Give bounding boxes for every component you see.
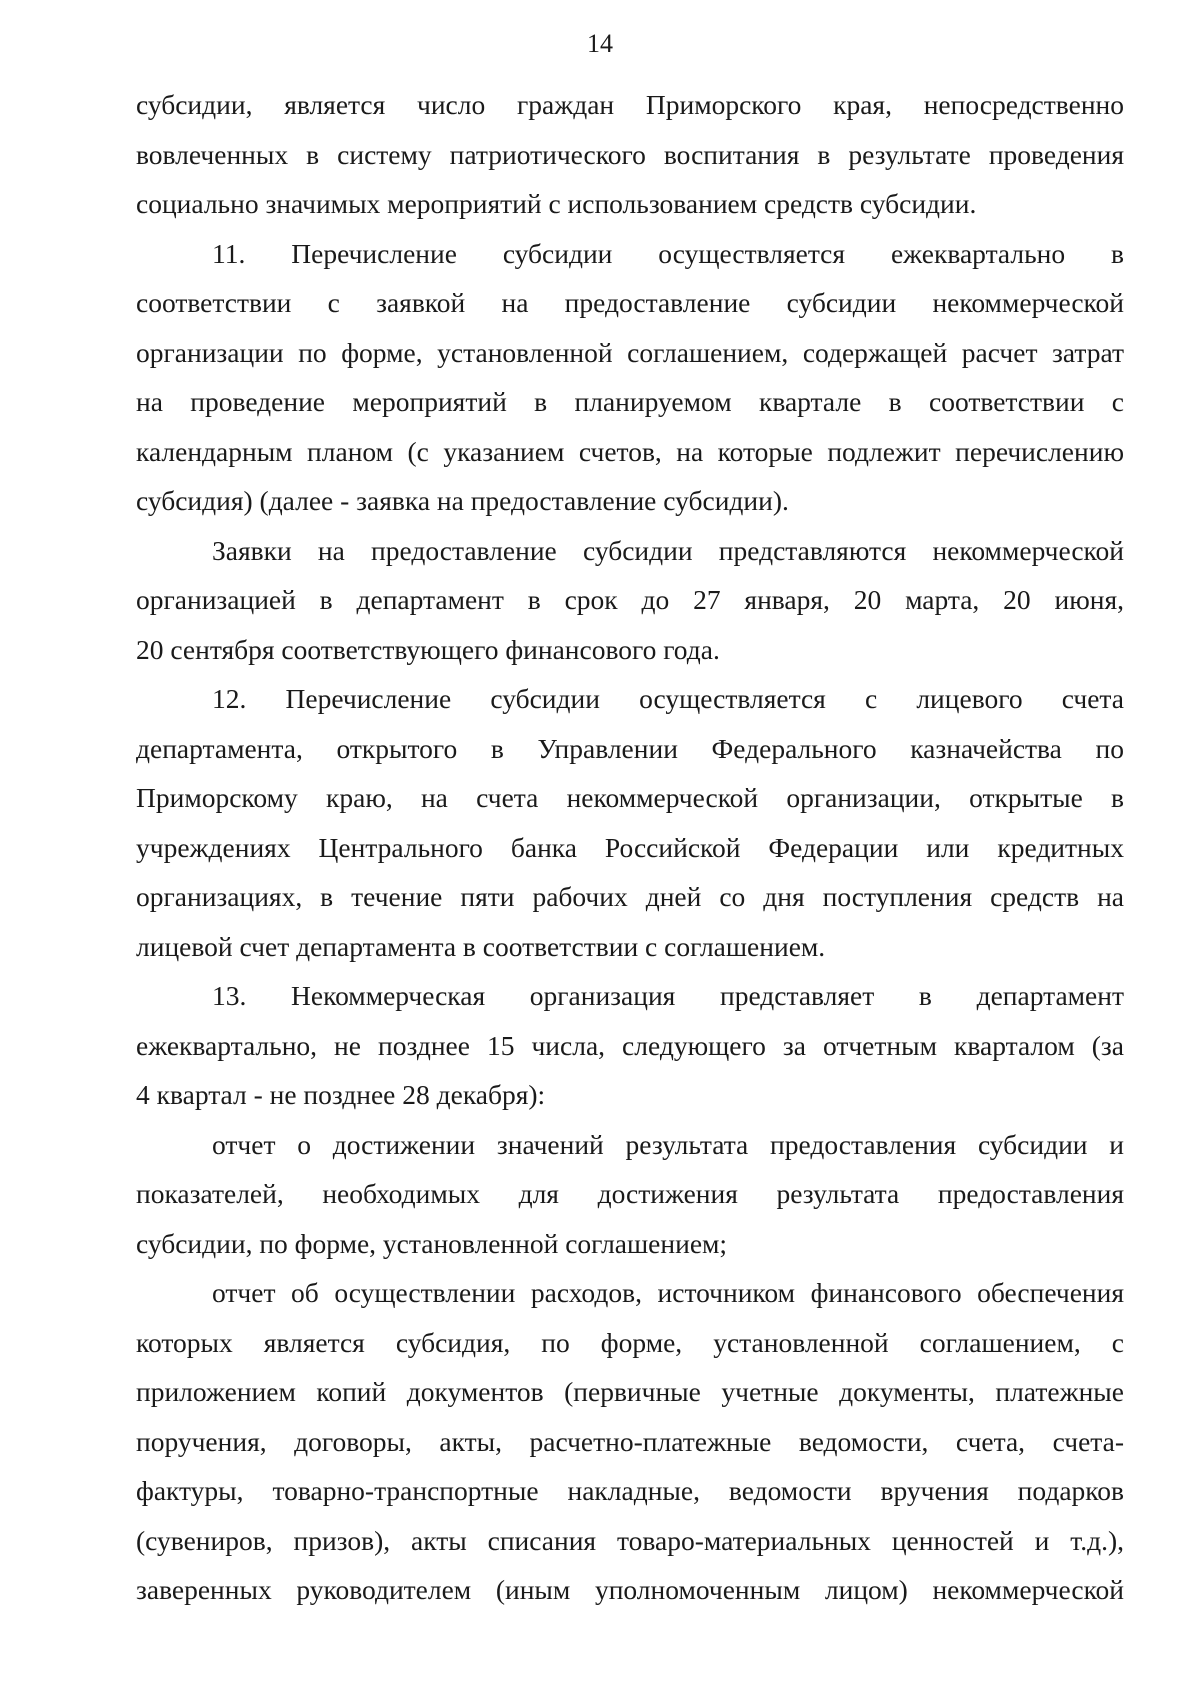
text-line: субсидия) (далее - заявка на предоставление субсидии). — [136, 485, 789, 516]
text-line: Заявки на предоставление субсидии представляются некоммерческой — [212, 534, 1124, 566]
paragraph-item-11 — [136, 229, 1124, 526]
text-line: показателей, необходимых для достижения результата предоставления — [136, 1178, 1124, 1209]
text-line: (сувениров, призов), акты списания товаро-материальных ценностей и т.д.), — [136, 1524, 1124, 1556]
text-line: субсидии, является число граждан Приморского края, непосредственно — [136, 89, 1124, 120]
text-line: поручения, договоры, акты, расчетно-платежные ведомости, счета, счета- — [136, 1425, 1124, 1457]
text-line: отчет об осуществлении расходов, источником финансового обеспечения — [212, 1277, 1124, 1308]
paragraph-applications-deadlines — [136, 526, 1124, 675]
text-line: социально значимых мероприятий с использованием средств субсидии. — [136, 188, 977, 219]
text-line: приложением копий документов (первичные учетные документы, платежные — [136, 1376, 1124, 1407]
paragraph-item-12 — [136, 674, 1124, 971]
paragraph-report-results — [136, 1120, 1124, 1269]
text-line: организации по форме, установленной соглашением, содержащей расчет затрат — [136, 336, 1124, 368]
text-line: департамента, открытого в Управлении Федерального казначейства по — [136, 732, 1124, 764]
text-line: на проведение мероприятий в планируемом квартале в соответствии с — [136, 386, 1124, 417]
text-line: которых является субсидия, по форме, установленной соглашением, с — [136, 1326, 1124, 1358]
paragraph-report-expenses — [136, 1268, 1124, 1615]
text-line: соответствии с заявкой на предоставление субсидии некоммерческой — [136, 287, 1124, 318]
text-line: организацией в департамент в срок до 27 января, 20 марта, 20 июня, — [136, 584, 1124, 615]
text-line: фактуры, товарно-транспортные накладные, ведомости вручения подарков — [136, 1475, 1124, 1506]
text-line: 20 сентября соответствующего финансового года. — [136, 633, 720, 665]
page-number: 14 — [587, 29, 613, 58]
text-line: 12. Перечисление субсидии осуществляется с лицевого счета — [212, 683, 1124, 714]
document-body — [136, 80, 1124, 1615]
text-line: календарным планом (с указанием счетов, на которые подлежит перечислению — [136, 435, 1124, 467]
text-line: лицевой счет департамента в соответствии с соглашением. — [136, 930, 826, 962]
paragraph-item-13 — [136, 971, 1124, 1120]
text-line: учреждениях Центрального банка Российской Федерации или кредитных — [136, 831, 1124, 863]
text-line: 11. Перечисление субсидии осуществляется ежеквартально в — [212, 237, 1124, 269]
text-line: субсидии, по форме, установленной соглашением; — [136, 1227, 728, 1259]
text-line: ежеквартально, не позднее 15 числа, следующего за отчетным кварталом (за — [136, 1029, 1124, 1061]
text-line: 4 квартал - не позднее 28 декабря): — [136, 1079, 546, 1110]
text-line: вовлеченных в систему патриотического воспитания в результате проведения — [136, 138, 1124, 170]
text-line: отчет о достижении значений результата предоставления субсидии и — [212, 1128, 1124, 1160]
text-line: заверенных руководителем (иным уполномоченным лицом) некоммерческой — [136, 1574, 1124, 1605]
text-line: 13. Некоммерческая организация представляет в департамент — [212, 980, 1124, 1011]
text-line: Приморскому краю, на счета некоммерческой организации, открытые в — [136, 782, 1124, 813]
text-line: организациях, в течение пяти рабочих дней со дня поступления средств на — [136, 881, 1124, 912]
paragraph-continuation-subsidy-result — [136, 80, 1124, 229]
